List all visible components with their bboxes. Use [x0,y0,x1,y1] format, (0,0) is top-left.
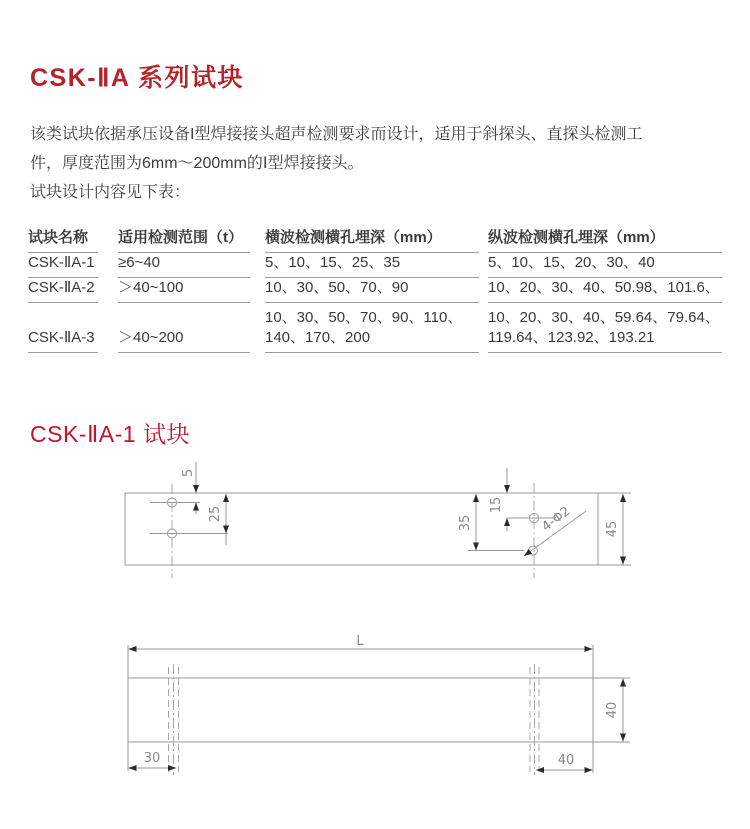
dim-label-15: 15 [489,496,504,514]
series-title: CSK-ⅡA 系列试块 [30,64,244,92]
table-row [28,303,722,353]
cell-range: ＞40~100 [118,278,250,303]
dim-label-45: 45 [605,520,620,538]
cell-name: CSK-ⅡA-1 [28,253,98,278]
col-header-range: 适用检测范围（t） [118,225,250,253]
extension-line [128,645,630,773]
cell-longitudinal-depths: 5、10、15、20、30、40 [488,253,722,278]
dim-label-length: L [356,634,364,649]
technical-drawing [0,450,750,829]
spec-table [28,225,722,353]
dim-label-25: 25 [208,505,223,523]
top-view-drawing [125,462,631,578]
cell-shear-depths: 10、30、50、70、90、110、 140、170、200 [265,303,479,353]
col-header-longitudinal: 纵波检测横孔埋深（mm） [488,225,722,253]
col-header-shear: 横波检测横孔埋深（mm） [265,225,479,253]
intro-line: 试块设计内容见下表： [30,184,191,201]
cell-longitudinal-depths: 10、20、30、40、50.98、101.6、 [488,278,722,303]
dim-label-35: 35 [458,514,473,532]
table-row [28,253,722,278]
dim-label-30: 30 [143,751,161,766]
intro-line: 件，厚度范围为6mm～200mm的Ⅰ型焊接接头。 [30,155,364,172]
col-header-name: 试块名称 [28,225,98,253]
hole-centerline [174,664,535,775]
dim-label-holes: 4-Φ2 [539,503,574,535]
cell-shear-depths: 10、30、50、70、90 [265,278,479,303]
cell-name: CSK-ⅡA-3 [28,303,98,353]
front-view-drawing [128,634,630,775]
intro-line: 该类试块依据承压设备I型焊接接头超声检测要求而设计，适用于斜探头、直探头检测工 [30,126,643,143]
cell-shear-depths: 5、10、15、25、35 [265,253,479,278]
table-header-row [28,225,722,253]
cell-range: ＞40~200 [118,303,250,353]
cell-range: ≥6~40 [118,253,250,278]
block-outline [128,678,593,742]
hole-projection-line [169,667,540,772]
table-row [28,278,722,303]
dim-label-5: 5 [181,468,196,478]
dim-label-40: 40 [557,753,575,768]
dim-label-height: 40 [605,701,620,719]
cell-longitudinal-depths: 10、20、30、40、59.64、79.64、 119.64、123.92、193.21 [488,303,722,353]
cell-name: CSK-ⅡA-2 [28,278,98,303]
block-title: CSK-ⅡA-1 试块 [30,421,190,447]
intro-paragraph [30,120,730,207]
